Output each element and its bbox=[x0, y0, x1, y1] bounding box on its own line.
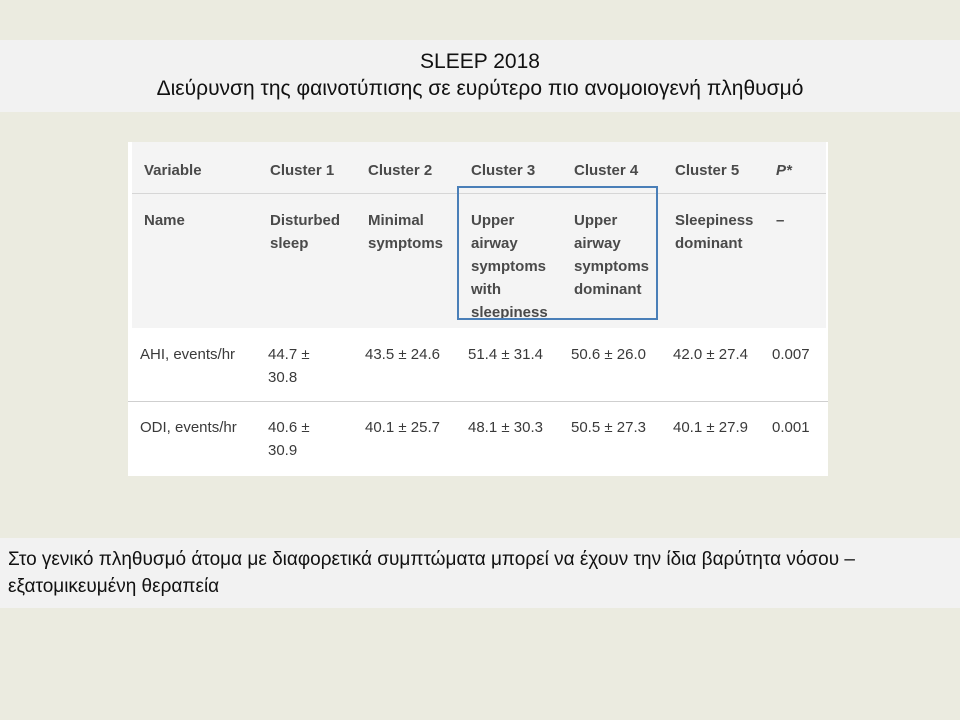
odi-p-value: 0.001 bbox=[772, 419, 810, 436]
name-cluster-1-line: Disturbed bbox=[270, 212, 341, 229]
name-cluster-3-line: sleepiness bbox=[471, 304, 548, 321]
slide-title-band bbox=[0, 40, 960, 112]
name-cluster-3-line: with bbox=[471, 281, 501, 298]
name-cluster-4-line: airway bbox=[574, 235, 621, 252]
name-cluster-2 bbox=[368, 209, 443, 255]
ahi-cluster-1 bbox=[268, 343, 310, 389]
ahi-p-value: 0.007 bbox=[772, 346, 810, 363]
slide-subtitle: Διεύρυνση της φαινοτύπισης σε ευρύτερο πιο ανομοιογενή πληθυσμό bbox=[156, 77, 804, 100]
header-p-value: P* bbox=[776, 162, 792, 179]
odi-cluster-1 bbox=[268, 416, 310, 462]
header-cluster-3: Cluster 3 bbox=[471, 162, 536, 179]
name-p-value: – bbox=[776, 212, 785, 229]
odi-cluster-1-line: 40.6 ± bbox=[268, 419, 310, 436]
name-cluster-3-line: symptoms bbox=[471, 258, 547, 275]
slide-title: SLEEP 2018 bbox=[420, 50, 540, 73]
header-cluster-4: Cluster 4 bbox=[574, 162, 639, 179]
odi-cluster-2: 40.1 ± 25.7 bbox=[365, 419, 440, 436]
name-cluster-5 bbox=[675, 209, 753, 255]
clusters-3-4-highlight-box bbox=[457, 186, 658, 320]
name-cluster-4-line: Upper bbox=[574, 212, 618, 229]
ahi-cluster-1-line: 44.7 ± bbox=[268, 346, 310, 363]
odi-cluster-3: 48.1 ± 30.3 bbox=[468, 419, 543, 436]
ahi-cluster-5: 42.0 ± 27.4 bbox=[673, 346, 748, 363]
name-cluster-5-line: Sleepiness bbox=[675, 212, 754, 229]
header-cluster-5: Cluster 5 bbox=[675, 162, 740, 179]
name-cluster-1 bbox=[270, 209, 340, 255]
slide-note: Στο γενικό πληθυσμό άτομα με διαφορετικά συμπτώματα μπορεί να έχουν την ίδια βαρύτητα νόσου – εξατομικευμένη θεραπεία bbox=[8, 549, 855, 597]
ahi-cluster-2: 43.5 ± 24.6 bbox=[365, 346, 440, 363]
ahi-cluster-4: 50.6 ± 26.0 bbox=[571, 346, 646, 363]
name-cluster-2-line: symptoms bbox=[368, 235, 444, 252]
name-cluster-1-line: sleep bbox=[270, 235, 309, 252]
ahi-cluster-3: 51.4 ± 31.4 bbox=[468, 346, 543, 363]
name-cluster-5-line: dominant bbox=[675, 235, 743, 252]
cluster-table bbox=[128, 142, 828, 476]
name-cluster-3-line: airway bbox=[471, 235, 518, 252]
name-row-label: Name bbox=[144, 212, 185, 229]
header-cluster-1: Cluster 1 bbox=[270, 162, 335, 179]
name-cluster-4-line: dominant bbox=[574, 281, 642, 298]
row-divider bbox=[128, 401, 828, 402]
odi-cluster-1-line: 30.9 bbox=[268, 442, 298, 459]
odi-row-label: ODI, events/hr bbox=[140, 419, 237, 436]
name-cluster-3-line: Upper bbox=[471, 212, 515, 229]
odi-cluster-4: 50.5 ± 27.3 bbox=[571, 419, 646, 436]
header-variable: Variable bbox=[144, 162, 202, 179]
odi-cluster-5: 40.1 ± 27.9 bbox=[673, 419, 748, 436]
slide-note-band bbox=[0, 538, 960, 608]
ahi-cluster-1-line: 30.8 bbox=[268, 369, 298, 386]
name-cluster-2-line: Minimal bbox=[368, 212, 424, 229]
name-cluster-4-line: symptoms bbox=[574, 258, 650, 275]
ahi-row-label: AHI, events/hr bbox=[140, 346, 236, 363]
header-cluster-2: Cluster 2 bbox=[368, 162, 433, 179]
